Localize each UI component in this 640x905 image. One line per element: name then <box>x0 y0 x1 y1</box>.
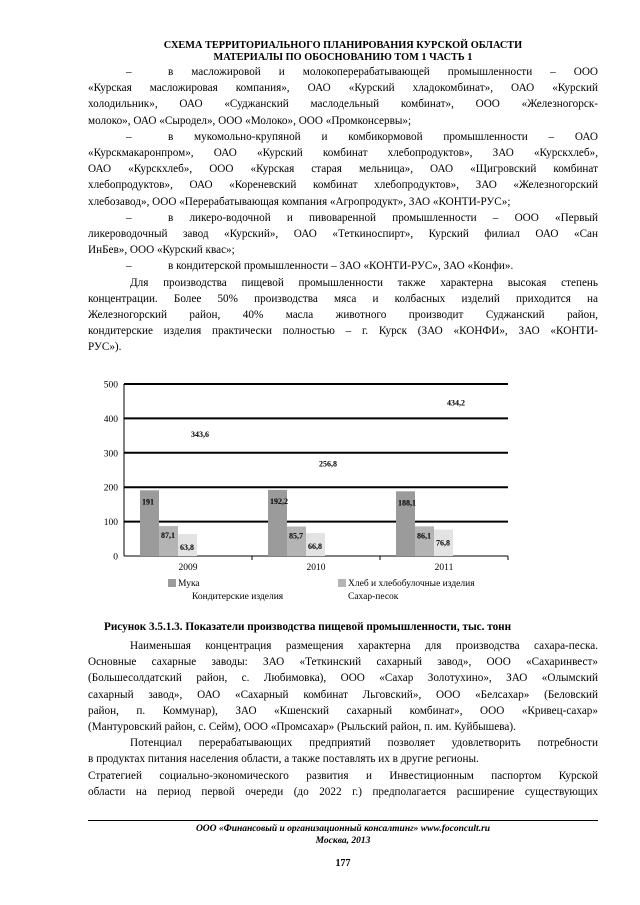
text-line: Основные сахарные заводы: ЗАО «Теткинский сахарный завод», ООО «Сахаринвест» <box>88 656 598 669</box>
y-tick-label: 300 <box>103 449 118 460</box>
text-line <box>88 129 598 145</box>
text-line <box>88 258 598 274</box>
footer-city: Москва, 2013 <box>315 836 371 846</box>
bullet-dash: – <box>126 211 132 224</box>
data-label: 76,8 <box>436 538 450 548</box>
text-line: концентрации. Более 50% производства мяса и колбасных изделий приходится на <box>88 292 598 305</box>
legend-label: Кондитерские изделия <box>192 592 284 602</box>
document-header <box>88 40 598 64</box>
footer <box>88 823 598 847</box>
data-label: 87,1 <box>161 531 175 541</box>
text-line: (Большесолдатский район, с. Любимовка), ООО «Сахар Золотухино», ЗАО «Олымский <box>88 672 598 685</box>
text-line: Стратегией социально-экономического развития и Инвестиционным паспортом Курской <box>88 769 598 782</box>
legend-label: Сахар-песок <box>348 592 399 602</box>
text-line: ОАО «Курскхлеб», ООО «Курская старая мельница», ОАО «Щигровский комбинат <box>88 163 598 176</box>
text-line: области на период первой очереди (до 2022 г.) предполагается расширение существующих <box>88 785 598 798</box>
data-label: 188,1 <box>398 498 416 508</box>
y-tick-label: 400 <box>103 414 118 425</box>
text-line: Потенциал перерабатывающих предприятий позволяет удовлетворить потребности <box>130 737 598 750</box>
body-text-bottom <box>88 638 598 800</box>
page-number: 177 <box>335 858 351 869</box>
legend-label: Мука <box>178 579 200 589</box>
x-tick-label: 2010 <box>306 563 326 573</box>
legend-swatch <box>338 579 346 587</box>
data-label: 191 <box>142 497 154 507</box>
bullet-dash: – <box>126 66 132 78</box>
y-tick-label: 100 <box>103 518 118 529</box>
text-line: (Мантуровский район, с. Сейм), ООО «Промсахар» (Рыльский район, п. им. Куйбышева). <box>88 721 516 734</box>
footer-divider <box>88 820 598 821</box>
y-tick-label: 0 <box>113 552 118 563</box>
text-line: сахарный завод», ОАО «Сахарный комбинат Льговский», ООО «Белсахар» (Беловский <box>88 688 598 701</box>
data-label: 66,8 <box>308 542 322 552</box>
text-line: район, п. Коммунар), ЗАО «Кшенский сахарный комбинат», ООО «Кривец-сахар» <box>88 704 598 717</box>
text-line: хлебозавод», ООО «Перерабатывающая компания «Агропродукт», ЗАО «КОНТИ-РУС»; <box>88 195 511 208</box>
bullet-text: в мукомольно-крупяной и комбикормовой промышленности – ОАО <box>168 130 598 143</box>
bullet-dash: – <box>126 130 132 143</box>
bullet-dash: – <box>126 260 132 273</box>
text-line: кондитерские изделия практически полностью – г. Курск (ЗАО «КОНФИ», ЗАО «КОНТИ- <box>88 325 598 338</box>
data-label: 85,7 <box>289 531 303 541</box>
text-line: в продуктах питания населения области, а также поставлять их в другие регионы. <box>88 753 479 766</box>
y-tick-label: 200 <box>103 483 118 494</box>
text-line: «Курскмакаронпром», ОАО «Курский комбинат хлебопродуктов», ЗАО «Курскхлеб», <box>88 147 598 160</box>
bullet-text: в масложировой и молокоперерабатывающей промышленности – ООО <box>168 66 598 78</box>
legend-swatch <box>168 579 176 587</box>
text-line: ликероводочный завод «Курский», ОАО «Теткиноспирт», Курский филиал ОАО «Сан <box>88 228 598 241</box>
footer-company: ООО «Финансовый и организационный консалтинг» www.foconcult.ru <box>195 824 491 834</box>
data-label: 192,2 <box>270 496 288 506</box>
text-line: РУС»). <box>88 341 122 354</box>
header-subtitle: МАТЕРИАЛЫ ПО ОБОСНОВАНИЮ ТОМ 1 ЧАСТЬ 1 <box>213 52 473 63</box>
text-line: хлебопродуктов», ОАО «Кореневский комбинат хлебопродуктов», ЗАО «Железногорский <box>88 179 598 192</box>
text-line: ИнБев», ООО «Курский квас»; <box>88 244 235 257</box>
text-line: «Курская масложировая компания», ОАО «Курский хладокомбинат», ОАО «Курский <box>88 82 598 95</box>
y-tick-label: 500 <box>103 380 118 391</box>
production-chart <box>88 372 598 612</box>
figure-caption: Рисунок 3.5.1.3. Показатели производства пищевой промышленности, тыс. тонн <box>104 621 512 633</box>
data-label: 343,6 <box>191 429 209 439</box>
data-label: 63,8 <box>180 543 194 553</box>
text-line: Для производства пищевой промышленности также характерна высокая степень <box>130 276 598 289</box>
data-label: 256,8 <box>319 459 337 469</box>
x-tick-label: 2011 <box>434 563 454 573</box>
x-tick-label: 2009 <box>178 563 198 573</box>
bullet-text: в кондитерской промышленности – ЗАО «КОНТИ-РУС», ЗАО «Конфи». <box>168 260 514 273</box>
text-line: Наименьшая концентрация размещения характерна для производства сахара-песка. <box>130 640 598 652</box>
text-line: холодильник», ОАО «Суджанский маслодельный комбинат», ООО «Железногорск- <box>88 98 598 111</box>
bullet-text: в ликеро-водочной и пивоваренной промышленности – ООО «Первый <box>168 211 598 224</box>
legend-label: Хлеб и хлебобулочные изделия <box>348 579 475 589</box>
text-line: молоко», ОАО «Сыродел», ООО «Молоко», ООО «Промконсервы»; <box>88 114 412 127</box>
data-label: 86,1 <box>417 531 431 541</box>
body-text-top <box>88 64 598 356</box>
header-title: СХЕМА ТЕРРИТОРИАЛЬНОГО ПЛАНИРОВАНИЯ КУРСКОЙ ОБЛАСТИ <box>163 40 523 51</box>
text-line: Железногорский район, 40% масла животного производит Суджанский район, <box>88 309 598 322</box>
text-line <box>88 210 598 226</box>
text-line <box>88 64 598 80</box>
data-label: 434,2 <box>447 398 465 408</box>
